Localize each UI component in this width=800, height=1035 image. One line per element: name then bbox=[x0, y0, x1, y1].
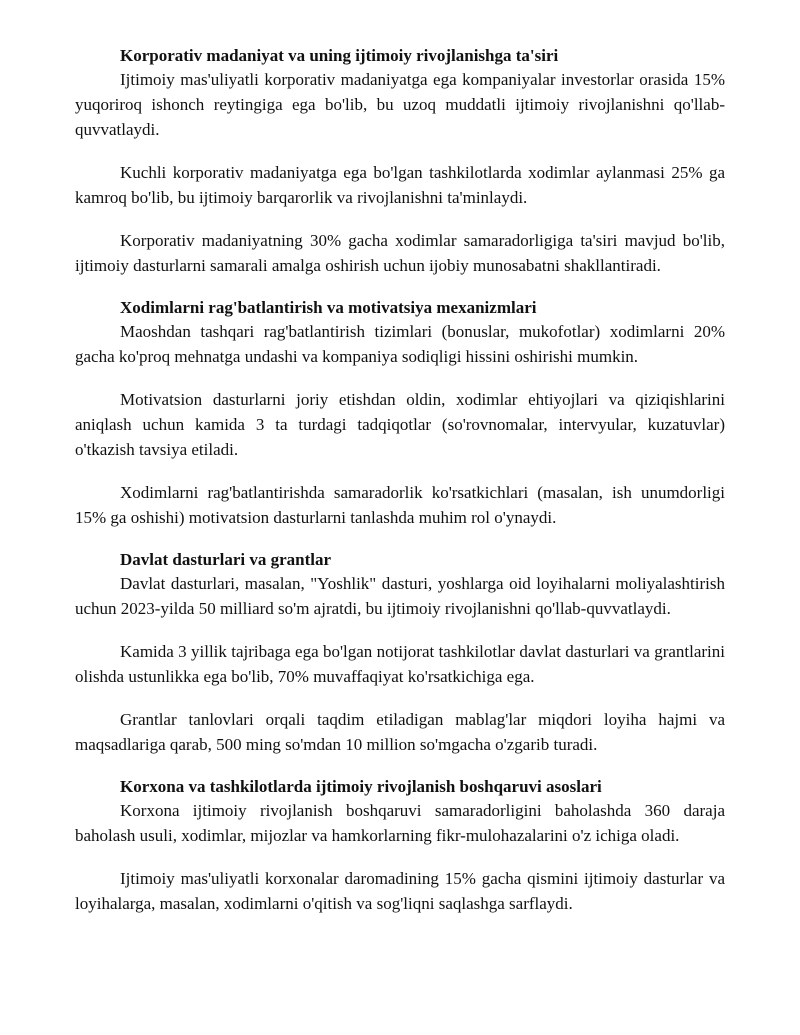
paragraph: Kamida 3 yillik tajribaga ega bo'lgan notijorat tashkilotlar davlat dasturlari va grantlarini olishda ustunlikka ega bo'lib, 70% muvaffaqiyat ko'rsatkichiga ega. bbox=[75, 642, 725, 686]
paragraph: Ijtimoiy mas'uliyatli korporativ madaniyatga ega kompaniyalar investorlar orasida 15% yuqoriroq ishonch reytingiga ega bo'lib, bu uzoq muddatli ijtimoiy rivojlanishni qo'llab-quvvatlaydi. bbox=[75, 70, 725, 139]
paragraph: Maoshdan tashqari rag'batlantirish tizimlari (bonuslar, mukofotlar) xodimlarni 20% gacha ko'proq mehnatga undashi va kompaniya sodiqligi hissini oshirishi mumkin. bbox=[75, 322, 725, 366]
paragraph: Xodimlarni rag'batlantirishda samaradorlik ko'rsatkichlari (masalan, ish unumdorligi 15% ga oshishi) motivatsion dasturlarni tanlashda muhim rol o'ynaydi. bbox=[75, 483, 725, 527]
paragraph: Davlat dasturlari, masalan, "Yoshlik" dasturi, yoshlarga oid loyihalarni moliyalashtirish uchun 2023-yilda 50 milliard so'm ajratdi, bu ijtimoiy rivojlanishni qo'llab-quvvatlaydi. bbox=[75, 574, 725, 618]
paragraph: Korxona ijtimoiy rivojlanish boshqaruvi samaradorligini baholashda 360 daraja baholash usuli, xodimlar, mijozlar va hamkorlarning fikr-mulohazalarini o'z ichiga oladi. bbox=[75, 801, 725, 845]
section-heading: Xodimlarni rag'batlantirish va motivatsiya mexanizmlari bbox=[120, 298, 537, 317]
paragraph: Kuchli korporativ madaniyatga ega bo'lgan tashkilotlarda xodimlar aylanmasi 25% ga kamroq bo'lib, bu ijtimoiy barqarorlik va rivojlanishni ta'minlaydi. bbox=[75, 163, 725, 207]
section-heading: Davlat dasturlari va grantlar bbox=[120, 550, 332, 569]
paragraph: Motivatsion dasturlarni joriy etishdan oldin, xodimlar ehtiyojlari va qiziqishlarini aniqlash uchun kamida 3 ta turdagi tadqiqotlar (so'rovnomalar, intervyular, kuzatuvlar) o'tkazish tavsiya etiladi. bbox=[75, 390, 725, 459]
section-corporate-culture bbox=[75, 44, 725, 278]
paragraph: Korporativ madaniyatning 30% gacha xodimlar samaradorligiga ta'siri mavjud bo'lib, ijtimoiy dasturlarni samarali amalga oshirish uchun ijobiy munosabatni shakllantiradi. bbox=[75, 231, 725, 275]
section-motivation bbox=[75, 296, 725, 530]
section-heading: Korxona va tashkilotlarda ijtimoiy rivojlanish boshqaruvi asoslari bbox=[120, 777, 602, 796]
section-management-basics bbox=[75, 775, 725, 916]
paragraph: Grantlar tanlovlari orqali taqdim etiladigan mablag'lar miqdori loyiha hajmi va maqsadlariga qarab, 500 ming so'mdan 10 million so'mgacha o'zgarib turadi. bbox=[75, 710, 725, 754]
section-heading: Korporativ madaniyat va uning ijtimoiy rivojlanishga ta'siri bbox=[120, 46, 559, 65]
paragraph: Ijtimoiy mas'uliyatli korxonalar daromadining 15% gacha qismini ijtimoiy dasturlar va loyihalarga, masalan, xodimlarni o'qitish va sog'liqni saqlashga sarflaydi. bbox=[75, 869, 725, 913]
section-state-programs bbox=[75, 548, 725, 757]
